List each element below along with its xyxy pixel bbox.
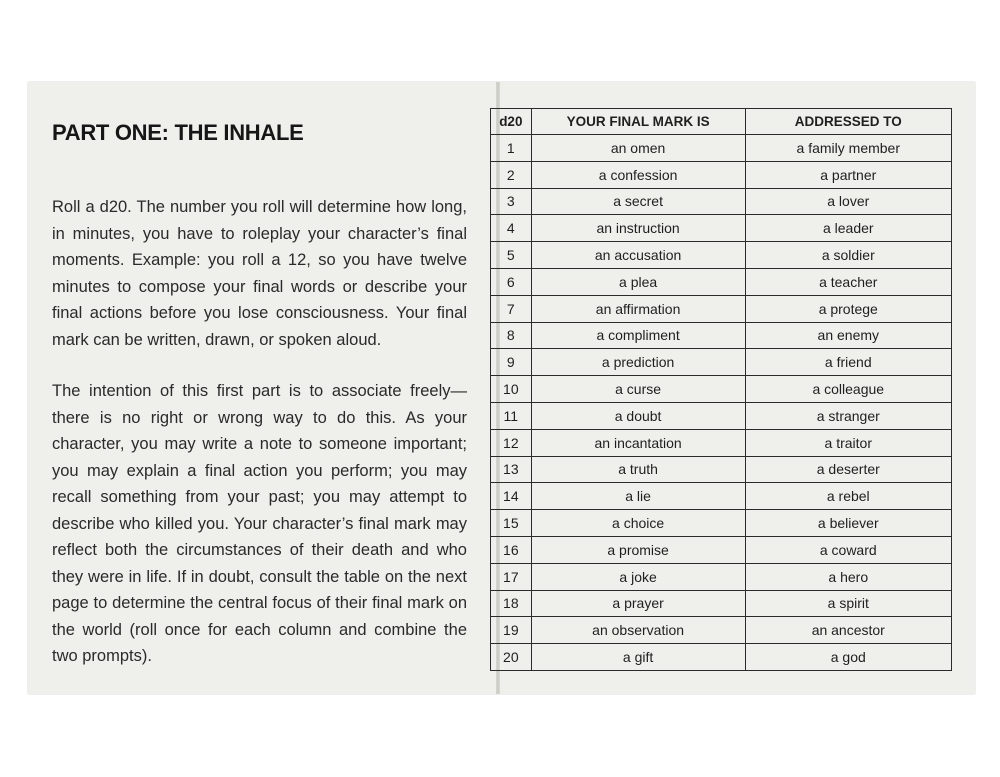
final-mark-cell: an instruction [531,215,745,242]
table-row [491,456,952,483]
table-header-row [491,109,952,135]
final-mark-cell: a joke [531,563,745,590]
roll-number-cell: 9 [491,349,532,376]
addressed-to-cell: a soldier [745,242,951,269]
table-row [491,429,952,456]
final-mark-cell: a compliment [531,322,745,349]
table-row [491,510,952,537]
table-row [491,295,952,322]
d20-prompt-table [490,108,952,671]
final-mark-cell: a lie [531,483,745,510]
roll-number-cell: 11 [491,402,532,429]
table-row [491,644,952,671]
final-mark-cell: a truth [531,456,745,483]
roll-number-cell: 5 [491,242,532,269]
table-row [491,536,952,563]
roll-number-cell: 17 [491,563,532,590]
table-row [491,590,952,617]
table-row [491,322,952,349]
roll-number-cell: 12 [491,429,532,456]
roll-number-cell: 13 [491,456,532,483]
table-row [491,215,952,242]
addressed-to-cell: a rebel [745,483,951,510]
roll-number-cell: 18 [491,590,532,617]
final-mark-cell: an affirmation [531,295,745,322]
final-mark-cell: a promise [531,536,745,563]
addressed-to-cell: a traitor [745,429,951,456]
table-row [491,135,952,162]
addressed-to-cell: a friend [745,349,951,376]
table-body [491,135,952,671]
addressed-to-cell: a deserter [745,456,951,483]
intention-paragraph: The intention of this first part is to associate freely—there is no right or wrong way to do this. As your character, you may write a note to someone important; you may explain a final action you perform; you may recall something from your past; you may attempt to describe who killed you. Your character’s final mark may reflect both the circumstances of their death and who they were in life. If in doubt, consult the table on the next page to determine the central focus of their final mark on the world (roll once for each column and combine the two prompts). [52,382,467,665]
table-row [491,617,952,644]
header-addressed-to: ADDRESSED TO [745,109,951,135]
roll-number-cell: 6 [491,268,532,295]
roll-number-cell: 14 [491,483,532,510]
final-mark-cell: a gift [531,644,745,671]
addressed-to-cell: a believer [745,510,951,537]
roll-number-cell: 16 [491,536,532,563]
roll-number-cell: 15 [491,510,532,537]
final-mark-cell: a secret [531,188,745,215]
table-row [491,563,952,590]
header-d20: d20 [491,109,532,135]
addressed-to-cell: a stranger [745,402,951,429]
final-mark-cell: an incantation [531,429,745,456]
table-row [491,376,952,403]
addressed-to-cell: a protege [745,295,951,322]
addressed-to-cell: an enemy [745,322,951,349]
addressed-to-cell: a spirit [745,590,951,617]
table-row [491,483,952,510]
roll-number-cell: 2 [491,161,532,188]
table-row [491,349,952,376]
final-mark-cell: a confession [531,161,745,188]
table-row [491,402,952,429]
addressed-to-cell: an ancestor [745,617,951,644]
final-mark-cell: an accusation [531,242,745,269]
table-row [491,242,952,269]
table-row [491,188,952,215]
table-row [491,268,952,295]
roll-number-cell: 7 [491,295,532,322]
addressed-to-cell: a coward [745,536,951,563]
final-mark-cell: a curse [531,376,745,403]
addressed-to-cell: a family member [745,135,951,162]
left-page [28,82,496,694]
final-mark-cell: a choice [531,510,745,537]
roll-number-cell: 4 [491,215,532,242]
addressed-to-cell: a teacher [745,268,951,295]
final-mark-cell: an observation [531,617,745,644]
header-final-mark: YOUR FINAL MARK IS [531,109,745,135]
table-row [491,161,952,188]
addressed-to-cell: a partner [745,161,951,188]
final-mark-cell: a prayer [531,590,745,617]
roll-number-cell: 8 [491,322,532,349]
roll-number-cell: 1 [491,135,532,162]
roll-number-cell: 20 [491,644,532,671]
roll-number-cell: 10 [491,376,532,403]
addressed-to-cell: a leader [745,215,951,242]
addressed-to-cell: a lover [745,188,951,215]
final-mark-cell: a prediction [531,349,745,376]
instructions-paragraph: Roll a d20. The number you roll will determine how long, in minutes, you have to roleplay your character’s final moments. Example: you roll a 12, so you have twelve minutes to compose your final words or describe your final actions before you lose consciousness. Your final mark can be written, drawn, or spoken aloud. [52,198,467,349]
final-mark-cell: a doubt [531,402,745,429]
roll-number-cell: 3 [491,188,532,215]
addressed-to-cell: a god [745,644,951,671]
page-title: PART ONE: THE INHALE [52,120,304,145]
roll-number-cell: 19 [491,617,532,644]
final-mark-cell: an omen [531,135,745,162]
addressed-to-cell: a colleague [745,376,951,403]
final-mark-cell: a plea [531,268,745,295]
addressed-to-cell: a hero [745,563,951,590]
